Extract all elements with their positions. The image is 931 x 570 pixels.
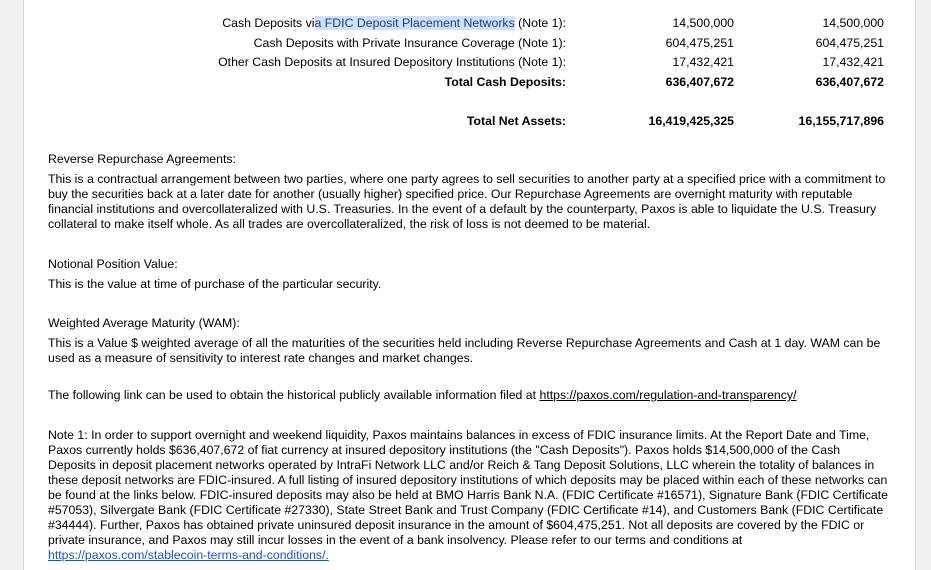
link-line-text: The following link can be used to obtain the historical publicly available information filed at [48, 388, 540, 402]
regulation-transparency-link[interactable]: https://paxos.com/regulation-and-transparency/ [539, 388, 797, 402]
row-label: Cash Deposits via FDIC Deposit Placement Networks (Note 1): [222, 16, 566, 30]
value-current: 16,419,425,325 [648, 114, 734, 128]
row-label: Other Cash Deposits at Insured Depository Institutions (Note 1): [218, 55, 566, 69]
section-heading: Weighted Average Maturity (WAM): [48, 316, 240, 330]
note-1-body: Note 1: In order to support overnight and weekend liquidity, Paxos maintains balances in excess of FDIC insurance limits. At the Report Date and Time, Paxos currently holds $636,407,672 of fiat currency at insured depository institutions (the "Cash Deposits"). Paxos holds $14,500,000 of the Cash Deposits in deposit placement networks operated by IntraFi Network LLC and/or Reich & Tang Deposit Solutions, LLC wherein the totality of balances in these deposit networks are FDIC-insured. A full listing of insured depository institutions of which deposits may be placed within each of these networks can be found at the links below. FDIC-insured deposits may also be held at BMO Harris Bank N.A. (FDIC Certificate #16571), Signature Bank (FDIC Certificate #57053), Silvergate Bank (FDIC Certificate #27330), State Street Bank and Trust Company (FDIC Certificate #14), and Customers Bank (FDIC Certificate #34444). Further, Paxos has obtained private uninsured deposit insurance in the amount of $604,475,251. Not all deposits are covered by the FDIC or private insurance, and Paxos may still incur losses in the event of a bank insolvency. Please refer to our terms and conditions at [48, 428, 888, 547]
cut-off-text-line [48, 563, 888, 570]
section-reverse-repo [48, 152, 888, 232]
row-label: Cash Deposits with Private Insurance Coverage (Note 1): [253, 36, 566, 50]
document-page [23, 0, 916, 570]
value-current: 14,500,000 [672, 16, 734, 30]
section-body: This is a Value $ weighted average of all the maturities of the securities held including Reverse Repurchase Agreements and Cash at 1 day. WAM can be used as a measure of sensitivity to interest rate changes and market changes. [48, 336, 881, 365]
value-prior: 604,475,251 [815, 36, 884, 50]
table-row [24, 34, 915, 52]
value-prior: 16,155,717,896 [798, 114, 884, 128]
table-row [24, 53, 915, 71]
row-label: Total Cash Deposits: [444, 75, 566, 89]
section-heading: Notional Position Value: [48, 257, 178, 271]
value-current: 604,475,251 [665, 36, 734, 50]
section-body: This is the value at time of purchase of the particular security. [48, 277, 382, 291]
value-current: 17,432,421 [672, 55, 734, 69]
value-prior: 17,432,421 [822, 55, 884, 69]
table-row-total [24, 73, 915, 91]
section-note-1 [48, 428, 888, 563]
section-notional [48, 257, 888, 292]
value-prior: 636,407,672 [815, 75, 884, 89]
row-label: Total Net Assets: [466, 114, 566, 128]
selected-text-highlight[interactable]: a FDIC Deposit Placement Networks [314, 16, 515, 30]
section-heading: Reverse Repurchase Agreements: [48, 152, 236, 166]
value-current: 636,407,672 [665, 75, 734, 89]
table-row [24, 14, 915, 32]
section-wam [48, 316, 888, 366]
terms-conditions-link[interactable]: https://paxos.com/stablecoin-terms-and-conditions/. [48, 548, 329, 562]
table-row-net-assets [24, 112, 915, 130]
section-body: This is a contractual arrangement between two parties, where one party agrees to sell securities to another party at a specified price with a commitment to buy the securities back at a later date for another (usually higher) specified price. Our Repurchase Agreements are overnight maturity with reputable financial institutions and overcollateralized with U.S. Treasuries. In the event of a default by the counterparty, Paxos is able to liquidate the U.S. Treasury collateral to make itself whole. As all trades are overcollateralized, the risk of loss is not deemed to be material. [48, 172, 886, 231]
section-link-line [48, 388, 888, 403]
value-prior: 14,500,000 [822, 16, 884, 30]
